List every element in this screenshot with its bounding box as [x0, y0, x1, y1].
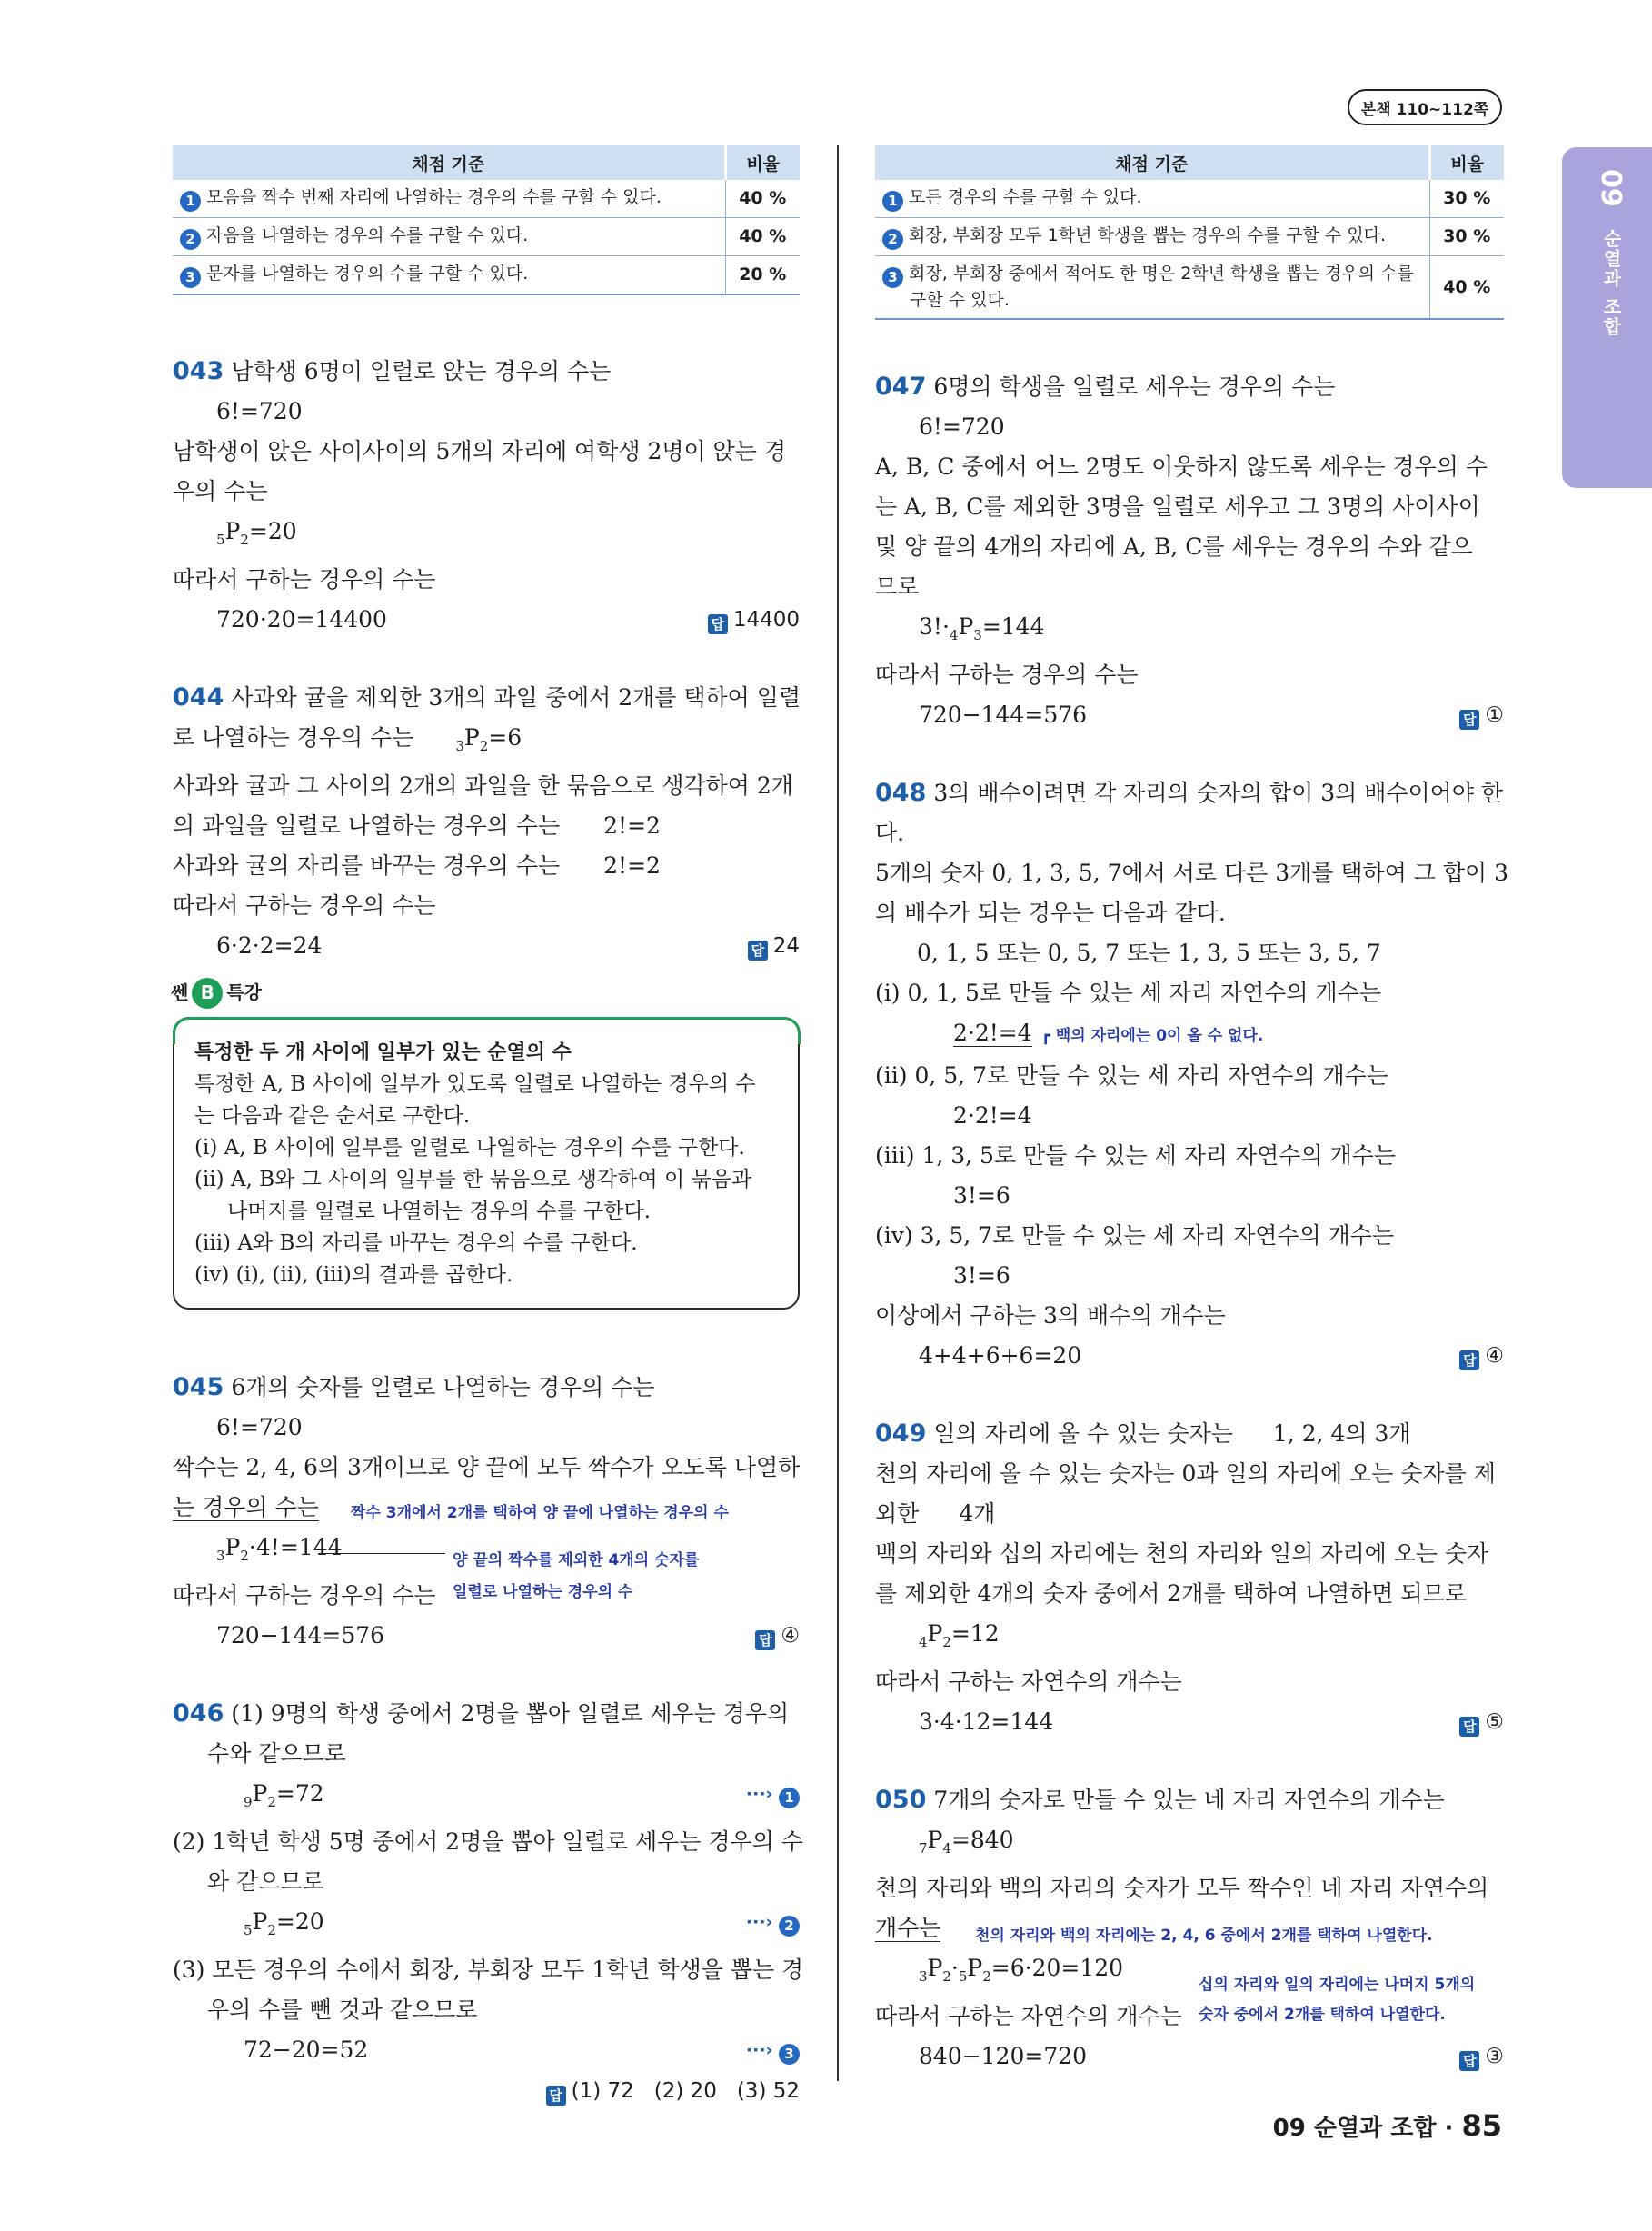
- tip-line: (ⅰ) A, B 사이에 일부를 일렬로 나열하는 경우의 수를 구한다.: [194, 1136, 745, 1160]
- annotation: 천의 자리와 백의 자리에는 2, 4, 6 중에서 2개를 택하여 나열한다.: [975, 1926, 1433, 1945]
- left-rubric-table: [173, 145, 800, 295]
- equation: $_7P_4=840$: [919, 1826, 1014, 1857]
- line: 로 나열하는 경우의 수는 $_3P_2=6$: [173, 724, 522, 754]
- rubric-row: [875, 256, 1504, 319]
- line: (ⅱ) 0, 5, 7로 만들 수 있는 세 자리 자연수의 개수는: [875, 1061, 1388, 1089]
- problem-number: 048: [875, 778, 927, 807]
- problem-number: 044: [173, 683, 224, 712]
- line: 우의 수는: [173, 478, 268, 504]
- annotation: ┏ 백의 자리에는 0이 올 수 없다.: [1040, 1026, 1264, 1045]
- rubric-text: 모든 경우의 수를 구할 수 있다.: [909, 187, 1142, 207]
- equation: $_4P_2=12$: [919, 1619, 1000, 1650]
- line: 따라서 구하는 경우의 수는 일렬로 나열하는 경우의 수: [173, 1576, 800, 1616]
- tip-line: 나머지를 일렬로 나열하는 경우의 수를 구한다.: [227, 1200, 652, 1223]
- rubric-row: [875, 218, 1504, 256]
- chapter-title: 순열과 조합: [1600, 229, 1622, 337]
- equation: 720−144=576: [216, 1622, 385, 1648]
- step-number-icon: 1: [180, 191, 201, 212]
- line: 따라서 구하는 자연수의 개수는: [875, 1668, 1182, 1695]
- line: 및 양 끝의 4개의 자리에 A, B, C를 세우는 경우의 수와 같으: [875, 533, 1473, 560]
- answer: 답 (1) 72 (2) 20 (3) 52: [546, 2079, 800, 2103]
- left-column: [171, 145, 804, 2111]
- solution-049: 049 일의 자리에 올 수 있는 숫자는 1, 2, 4의 3개 천의 자리에 올 수 있는 숫자는 0과 일의 자리에 오는 숫자를 제 외한 4개 백의 자리와 십의 자리에는 천의 자리와 일의 자리에 오는 숫자 를 제외한 4개의 숫자 중에서 2개를 택하여 나열하면 되므로 $_4P_2=12$ 따라서 구하는 자연수의 개수는 3·4·12=144 답 ⑤: [875, 1414, 1504, 1742]
- rubric-header-criteria: 채점 기준: [875, 145, 1429, 180]
- equation: 3·4·12=144: [919, 1708, 1054, 1735]
- equation: 72−20=52: [244, 2037, 369, 2063]
- line: 수와 같으므로: [207, 1740, 346, 1767]
- step-marker: ···› 1: [746, 1774, 800, 1822]
- annotation: 짝수 3개에서 2개를 택하여 양 끝에 나열하는 경우의 수: [351, 1504, 729, 1522]
- chapter-side-tab: [1562, 147, 1652, 488]
- line: 따라서 구하는 경우의 수는: [173, 892, 436, 919]
- equation: $_5P_2=20$: [216, 518, 297, 548]
- line: 는 A, B, C를 제외한 3명을 일렬로 세우고 그 3명의 사이사이: [875, 493, 1480, 520]
- equation: 840−120=720: [919, 2042, 1088, 2069]
- line: 를 제외한 4개의 숫자 중에서 2개를 택하여 나열하면 되므로: [875, 1579, 1467, 1607]
- line: 사과와 귤과 그 사이의 2개의 과일을 한 묶음으로 생각하여 2개: [173, 772, 793, 799]
- answer-icon: 답: [546, 2086, 566, 2106]
- rubric-rate: 30 %: [1429, 218, 1504, 256]
- annotation: 양 끝의 짝수를 제외한 4개의 숫자를: [453, 1551, 700, 1569]
- answer: 답 ①: [1459, 695, 1504, 735]
- rubric-header-rate: 비율: [1429, 145, 1504, 180]
- equation: $_9P_2=72$: [244, 1780, 324, 1810]
- problem-number: 050: [875, 1785, 927, 1814]
- line: 0, 1, 5 또는 0, 5, 7 또는 1, 3, 5 또는 3, 5, 7: [917, 939, 1381, 966]
- line: 백의 자리와 십의 자리에는 천의 자리와 일의 자리에 오는 숫자: [875, 1539, 1489, 1567]
- line: 의 과일을 일렬로 나열하는 경우의 수는 2!=2: [173, 812, 661, 839]
- equation: 3!=6: [953, 1181, 1010, 1209]
- step-number-icon: 1: [882, 191, 903, 212]
- answer: 답 ④: [1459, 1336, 1504, 1376]
- line: 사과와 귤을 제외한 3개의 과일 중에서 2개를 택하여 일렬: [231, 684, 801, 711]
- line: 므로: [875, 573, 920, 600]
- equation: 4+4+6+6=20: [919, 1341, 1082, 1369]
- equation: 6·2·2=24: [216, 932, 323, 959]
- line: 5개의 숫자 0, 1, 3, 5, 7에서 서로 다른 3개를 택하여 그 합이 3: [875, 859, 1509, 886]
- step-number-icon: 2: [779, 1916, 800, 1937]
- solution-046: [173, 1694, 804, 2111]
- equation: 3!=6: [953, 1261, 1010, 1289]
- line: (3) 모든 경우의 수에서 회장, 부회장 모두 1학년 학생을 뽑는 경: [173, 1957, 804, 1983]
- line: 일의 자리에 올 수 있는 숫자는: [933, 1419, 1233, 1447]
- rubric-rate: 30 %: [1429, 180, 1504, 218]
- answer: 답 ④: [755, 1616, 800, 1656]
- step-marker: ···› 2: [746, 1902, 800, 1950]
- step-number-icon: 3: [180, 267, 201, 288]
- rubric-rate: 40 %: [725, 180, 800, 218]
- rubric-text: 문자를 나열하는 경우의 수를 구할 수 있다.: [206, 264, 529, 284]
- rubric-rate: 40 %: [725, 218, 800, 256]
- answer-icon: 답: [748, 941, 768, 961]
- answer-icon: 답: [1459, 2051, 1479, 2071]
- answer: 답 24: [748, 926, 800, 966]
- equation: $_3P_2\cdot_5P_2=6\cdot 20=120$ 십의 자리와 일의 자리에는 나머지 5개의: [875, 1948, 1504, 1997]
- right-rubric-table: [875, 145, 1504, 320]
- equation: 720−144=576: [919, 701, 1088, 728]
- column-divider: [837, 145, 839, 2081]
- rubric-header-rate: 비율: [725, 145, 800, 180]
- line: 따라서 구하는 경우의 수는: [173, 566, 436, 593]
- answer: 답 ⑤: [1459, 1702, 1504, 1742]
- rubric-row: [173, 256, 800, 295]
- rubric-rate: 20 %: [725, 256, 800, 295]
- equation: 720·20=14400: [216, 606, 387, 632]
- rubric-rate: 40 %: [1429, 256, 1504, 319]
- equation: 6!=720: [216, 1414, 303, 1440]
- line: (1) 9명의 학생 중에서 2명을 뽑아 일렬로 세우는 경우의: [231, 1700, 790, 1727]
- line: 따라서 구하는 경우의 수는: [875, 661, 1139, 688]
- tip-line: (ⅳ) (ⅰ), (ⅱ), (ⅲ)의 결과를 곱한다.: [194, 1263, 513, 1287]
- line: (ⅰ) 0, 1, 5로 만들 수 있는 세 자리 자연수의 개수는: [875, 979, 1381, 1006]
- rubric-text: 회장, 부회장 모두 1학년 학생을 뽑는 경우의 수를 구할 수 있다.: [909, 225, 1387, 245]
- line: 3의 배수이려면 각 자리의 숫자의 합이 3의 배수이어야 한: [933, 779, 1504, 806]
- line: 남학생 6명이 일렬로 앉는 경우의 수는: [231, 358, 612, 384]
- equation: $_3P_2\cdot 4!=144$ 양 끝의 짝수를 제외한 4개의 숫자를: [173, 1528, 800, 1576]
- solution-048: [875, 773, 1509, 1376]
- solution-044: [173, 678, 800, 966]
- equation: 6!=720: [919, 413, 1005, 440]
- answer-row: [173, 2070, 800, 2111]
- annotation: 일렬로 나열하는 경우의 수: [453, 1583, 633, 1601]
- line: (ⅲ) 1, 3, 5로 만들 수 있는 세 자리 자연수의 개수는: [875, 1141, 1396, 1169]
- equation: $3!\cdot_4P_3=144$: [919, 613, 1045, 643]
- page-reference-badge: 본책 110~112쪽: [1348, 89, 1502, 125]
- tip-label: 쎈 B 특강: [171, 977, 262, 1009]
- b-badge-icon: B: [192, 978, 223, 1009]
- line: 이상에서 구하는 3의 배수의 개수는: [875, 1301, 1226, 1329]
- step-number-icon: 2: [180, 229, 201, 250]
- equation: 2·2!=4: [953, 1101, 1032, 1129]
- line: 와 같으므로: [207, 1868, 324, 1895]
- problem-number: 046: [173, 1699, 224, 1728]
- step-marker: ···› 3: [746, 2030, 800, 2070]
- solution-050: [875, 1780, 1504, 2077]
- tip-line: 는 다음과 같은 순서로 구한다.: [194, 1104, 471, 1128]
- chapter-number: 09: [1595, 169, 1627, 207]
- line: 7개의 숫자로 만들 수 있는 네 자리 자연수의 개수는: [933, 1786, 1445, 1813]
- tip-title: 특정한 두 개 사이에 일부가 있는 순열의 수: [194, 1041, 572, 1064]
- line: 외한 4개: [875, 1499, 996, 1527]
- step-number-icon: 3: [882, 267, 903, 288]
- rubric-row: [173, 180, 800, 218]
- equation: $_5P_2=20$: [244, 1908, 324, 1938]
- right-column: [875, 145, 1509, 2077]
- problem-number: 047: [875, 372, 927, 401]
- problem-number: 045: [173, 1373, 224, 1401]
- solution-045: [173, 1368, 800, 1656]
- answer-icon: 답: [1459, 710, 1479, 730]
- annotation: 숫자 중에서 2개를 택하여 나열한다.: [1199, 2005, 1446, 2024]
- answer: 답 14400: [708, 600, 800, 640]
- step-number-icon: 1: [779, 1788, 800, 1808]
- line: 사과와 귤의 자리를 바꾸는 경우의 수는 2!=2: [173, 852, 661, 879]
- line: A, B, C 중에서 어느 2명도 이웃하지 않도록 세우는 경우의 수: [875, 453, 1488, 480]
- step-number-icon: 3: [779, 2044, 800, 2065]
- line: 6개의 숫자를 일렬로 나열하는 경우의 수는: [231, 1374, 655, 1400]
- footer-chapter: 09 순열과 조합 ·: [1272, 2115, 1454, 2142]
- line: 6명의 학생을 일렬로 세우는 경우의 수는: [933, 373, 1336, 400]
- tip-line: (ⅱ) A, B와 그 사이의 일부를 한 묶음으로 생각하여 이 묶음과: [194, 1168, 752, 1191]
- answer-icon: 답: [755, 1630, 775, 1650]
- step-number-icon: 2: [882, 229, 903, 250]
- tip-box: [171, 981, 800, 1310]
- tip-line: 특정한 A, B 사이에 일부가 있도록 일렬로 나열하는 경우의 수: [194, 1072, 756, 1096]
- line: 는 경우의 수는 짝수 3개에서 2개를 택하여 양 끝에 나열하는 경우의 수: [173, 1488, 800, 1528]
- line: 천의 자리에 올 수 있는 숫자는 0과 일의 자리에 오는 숫자를 제: [875, 1459, 1496, 1487]
- tip-box-accent: [173, 1017, 801, 1044]
- line: (2) 1학년 학생 5명 중에서 2명을 뽑아 일렬로 세우는 경우의 수: [173, 1828, 803, 1855]
- rubric-row: [875, 180, 1504, 218]
- annotation: 십의 자리와 일의 자리에는 나머지 5개의: [1199, 1975, 1476, 1994]
- page-footer: [1273, 2108, 1502, 2143]
- solution-043: [173, 352, 800, 640]
- page-number: 85: [1461, 2108, 1502, 2143]
- line: (ⅳ) 3, 5, 7로 만들 수 있는 세 자리 자연수의 개수는: [875, 1221, 1395, 1249]
- answer-icon: 답: [1459, 1717, 1479, 1737]
- line: 다.: [875, 819, 905, 846]
- line: 의 배수가 되는 경우는 다음과 같다.: [875, 899, 1226, 926]
- line: 개수는 천의 자리와 백의 자리에는 2, 4, 6 중에서 2개를 택하여 나열한다.: [875, 1908, 1504, 1948]
- solution-047: [875, 367, 1504, 735]
- answer-icon: 답: [1459, 1350, 1479, 1370]
- rubric-header-criteria: 채점 기준: [173, 145, 725, 180]
- tip-line: (ⅲ) A와 B의 자리를 바꾸는 경우의 수를 구한다.: [194, 1231, 638, 1255]
- rubric-text: 모음을 짝수 번째 자리에 나열하는 경우의 수를 구할 수 있다.: [206, 187, 662, 207]
- line: 우의 수를 뺀 것과 같으므로: [207, 1997, 478, 2023]
- rubric-text: 회장, 부회장 중에서 적어도 한 명은 2학년 학생을 뽑는 경우의 수를 구할 수 있다.: [909, 264, 1414, 310]
- line: 천의 자리와 백의 자리의 숫자가 모두 짝수인 네 자리 자연수의: [875, 1874, 1489, 1901]
- line: 짝수는 2, 4, 6의 3개이므로 양 끝에 모두 짝수가 오도록 나열하: [173, 1454, 801, 1480]
- problem-number: 049: [875, 1419, 927, 1448]
- equation: 2·2!=4 ┏ 백의 자리에는 0이 올 수 없다.: [953, 1019, 1264, 1046]
- line: 남학생이 앉은 사이사이의 5개의 자리에 여학생 2명이 앉는 경: [173, 438, 786, 464]
- rubric-text: 자음을 나열하는 경우의 수를 구할 수 있다.: [206, 225, 529, 245]
- problem-number: 043: [173, 357, 224, 385]
- equation: 6!=720: [216, 398, 303, 424]
- line: 따라서 구하는 자연수의 개수는 숫자 중에서 2개를 택하여 나열한다.: [875, 1997, 1504, 2037]
- answer: 답 ③: [1459, 2037, 1504, 2077]
- rubric-row: [173, 218, 800, 256]
- answer-icon: 답: [708, 614, 728, 634]
